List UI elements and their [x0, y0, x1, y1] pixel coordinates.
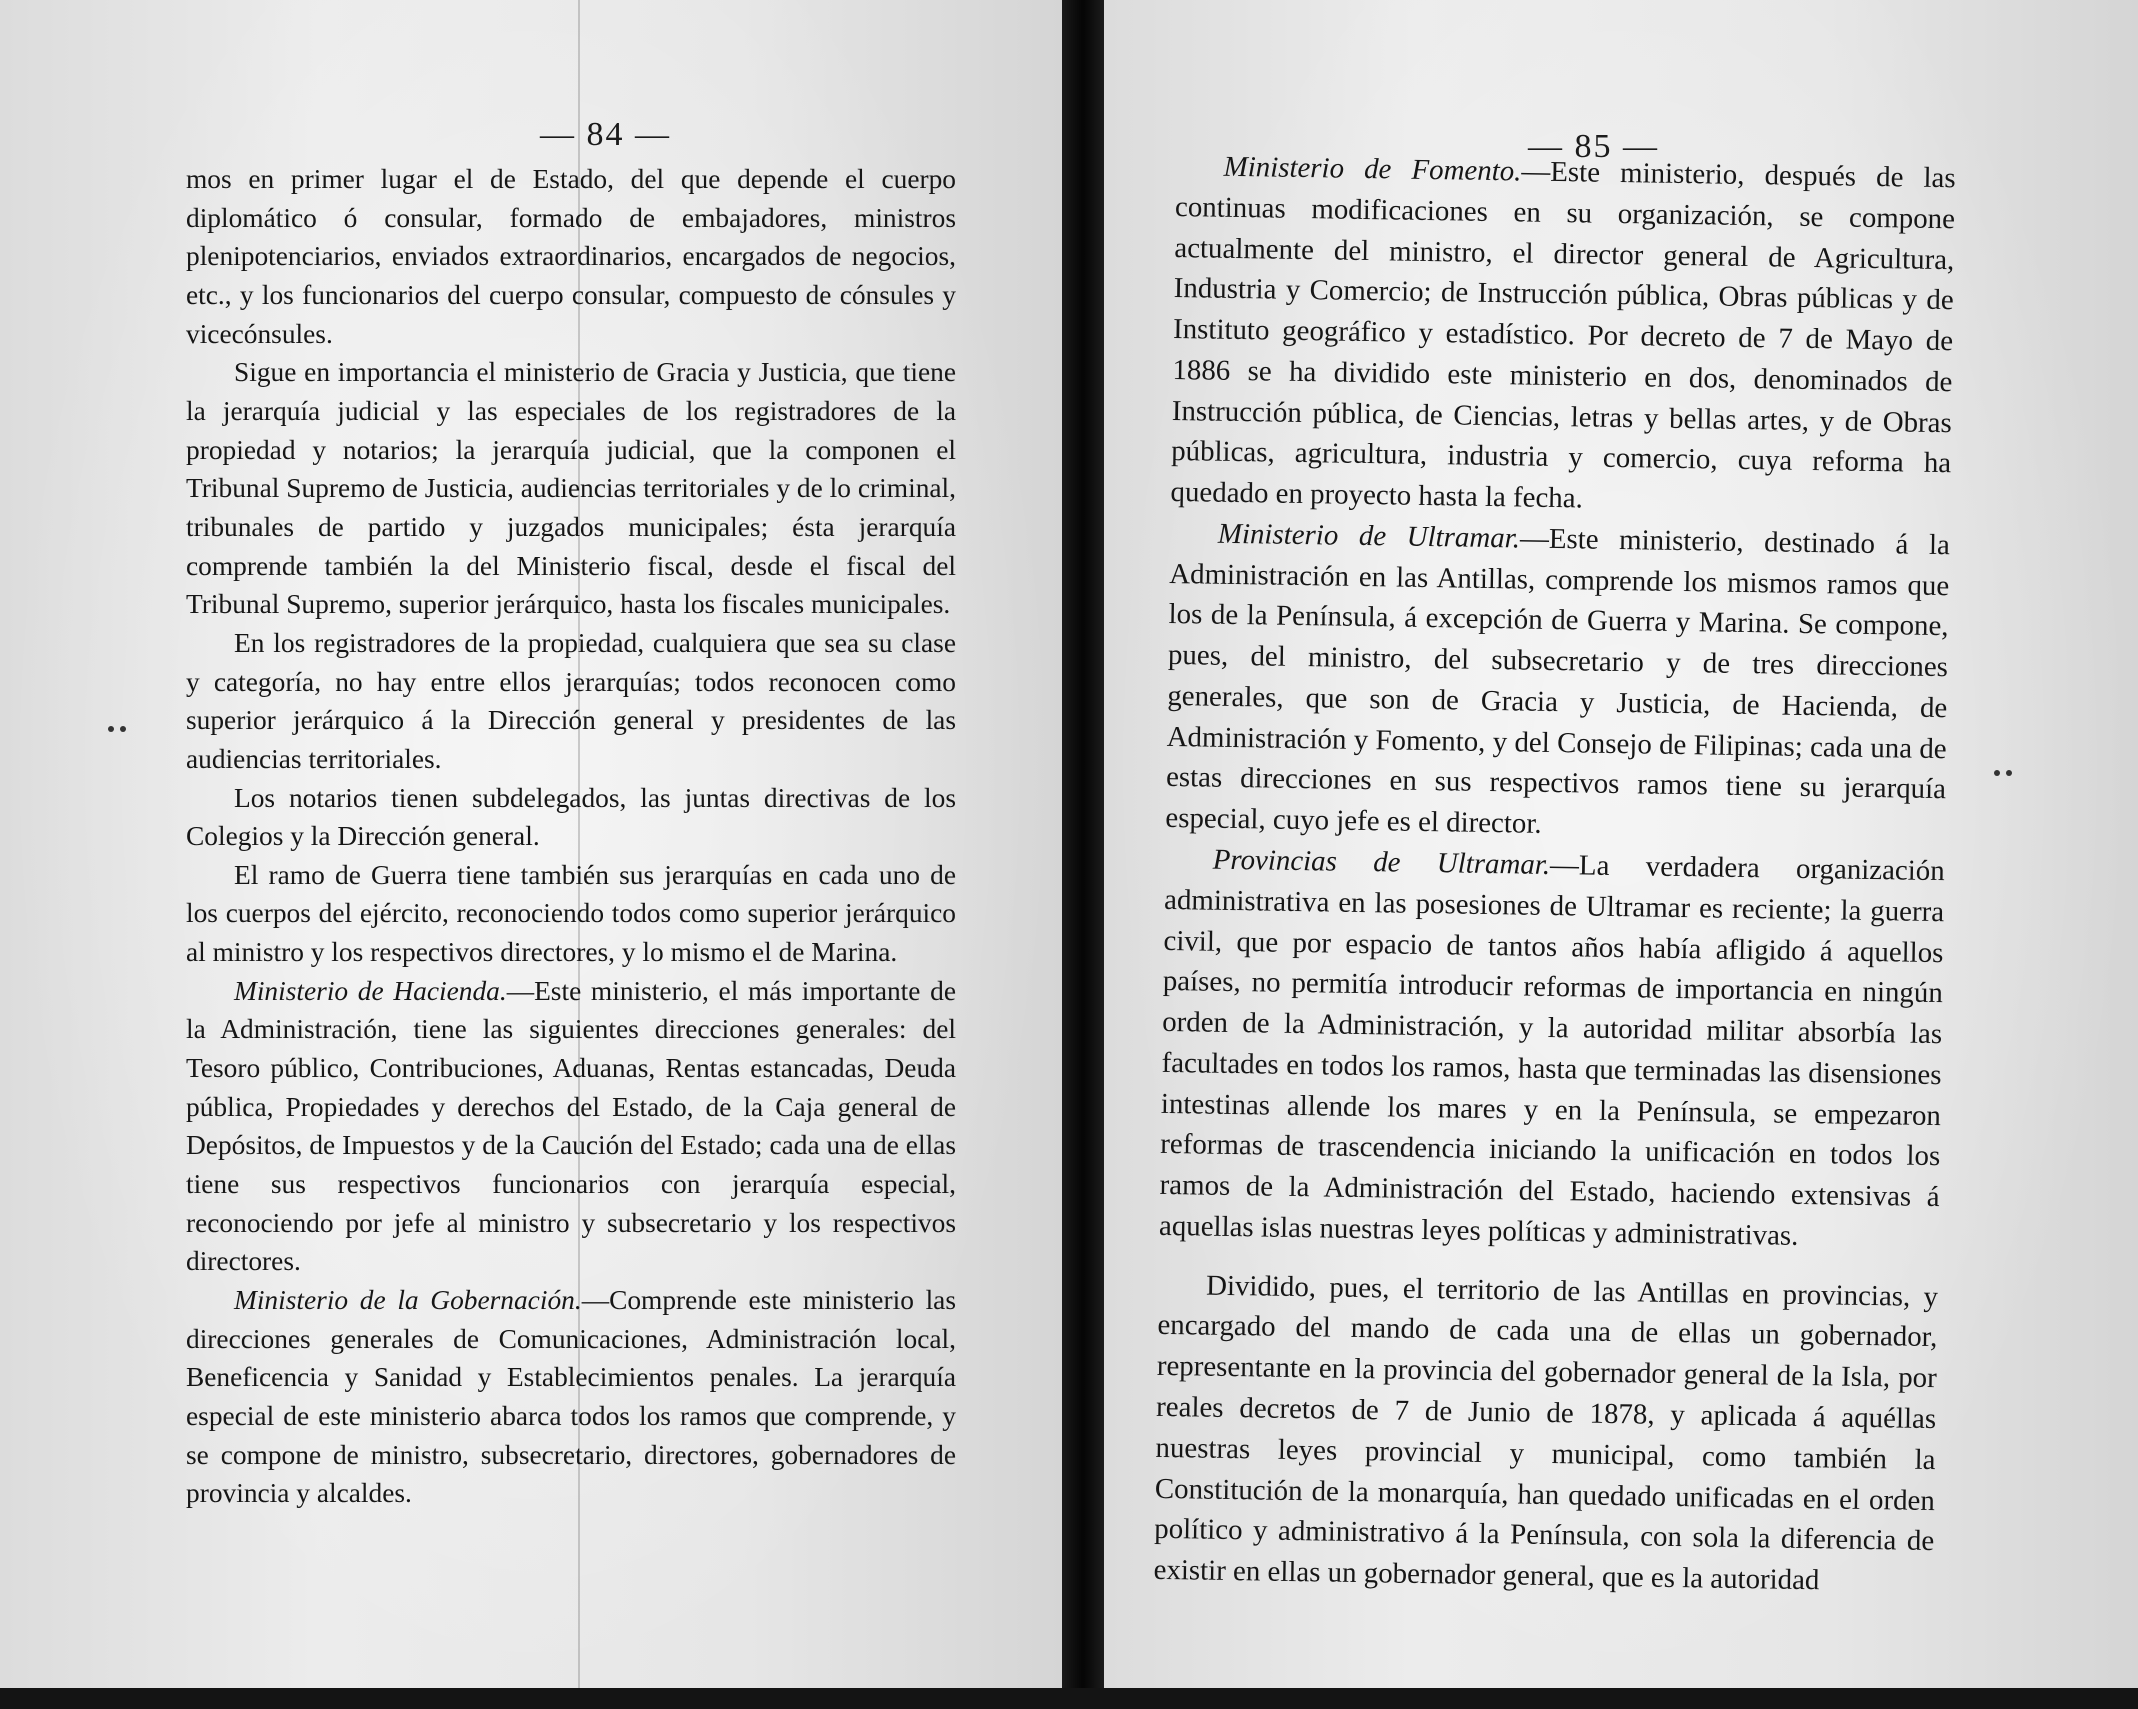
- paragraph: Ministerio de Fomento.—Este ministerio, después de las continuas modificaciones en su organización, se compone actualmente del ministro, el director general de Agricultura, Industria y Comercio; de Instrucción pública, Obras públicas y de Instituto geográfico y estadístico. Por decreto de 7 de Mayo de 1886 se ha dividido este ministerio en dos, denominados de Instrucción pública, de Ciencias, letras y bellas artes, y de Obras públicas, agricultura, industria y comercio, cuya reforma ha quedado en proyecto hasta la fecha.: [1170, 150, 1956, 515]
- paragraph: En los registradores de la propiedad, cualquiera que sea su clase y categoría, no hay entre ellos jerarquías; todos reconocen como superior jerárquico á la Dirección general y presidentes de las audiencias territoriales.: [186, 627, 956, 774]
- section-heading: Provincias de Ultramar.: [1212, 843, 1551, 881]
- section-heading: Ministerio de Ultramar.: [1217, 517, 1521, 555]
- ink-speck: [120, 726, 126, 732]
- page-number: — 84 —: [540, 116, 671, 153]
- paragraph: Provincias de Ultramar.—La verdadera organización administrativa en las posesiones de Ultramar es reciente; la guerra civil, que por espacio de tantos años había afligido á aquellos países, no permitía introducir reformas de importancia en ningún orden de la Administración, y la autoridad militar absorbía las facultades en todos los ramos, hasta que terminadas las disensiones intestinas allende los mares y en la Península, se empezaron reformas de trascendencia iniciando la unificación en todos los ramos de la Administración del Estado, haciendo extensivas á aquellas islas nuestras leyes políticas y administrativas.: [1158, 843, 1945, 1252]
- ink-speck: [108, 726, 114, 732]
- scan-bottom-edge: [0, 1688, 2138, 1709]
- paragraph: Los notarios tienen subdelegados, las juntas directivas de los Colegios y la Dirección general.: [186, 782, 956, 852]
- right-page: [1104, 0, 2138, 1700]
- paragraph: Sigue en importancia el ministerio de Gracia y Justicia, que tiene la jerarquía judicial y las especiales de los registradores de la propiedad y notarios; la jerarquía judicial, que la componen el Tribunal Supremo de Justicia, audiencias territoriales y de lo criminal, tribunales de partido y juzgados municipales; ésta jerarquía comprende también la del Ministerio fiscal, desde el fiscal del Tribunal Supremo, superior jerárquico, hasta los fiscales municipales.: [186, 357, 956, 620]
- ink-speck: [2006, 770, 2012, 776]
- paragraph: El ramo de Guerra tiene también sus jerarquías en cada uno de los cuerpos del ejército, reconociendo todos como superior jerárquico al ministro y los respectivos directores, y lo mismo el de Marina.: [186, 859, 956, 968]
- right-page-body: [1153, 146, 1956, 1603]
- left-page-body: [186, 160, 956, 1513]
- paragraph: mos en primer lugar el de Estado, del que depende el cuerpo diplomático ó consular, formado de embajadores, ministros plenipotenciarios, enviados extraordinarios, encargados de negocios, etc., y los funcionarios del cuerpo consular, compuesto de cónsules y vicecónsules.: [186, 164, 956, 349]
- section-heading: Ministerio de la Gobernación.: [234, 1285, 582, 1316]
- left-page: [0, 0, 1062, 1700]
- paragraph: Dividido, pues, el territorio de las Antillas en provincias, y encargado del mando de cada una de ellas un gobernador, representante en la provincia del gobernador general de la Isla, por reales decretos de 7 de Junio de 1878, y aplicada á aquéllas nuestras leyes provincial y municipal, como también la Constitución de la monarquía, han quedado unificadas en el orden político y administrativo á la Península, con sola la diferencia de existir en ellas un gobernador general, que es la autoridad: [1153, 1269, 1939, 1597]
- section-heading: Ministerio de Fomento.: [1223, 150, 1522, 188]
- paragraph: Ministerio de Hacienda.—Este ministerio, el más importante de la Administración, tiene las siguientes direcciones generales: del Tesoro público, Contribuciones, Aduanas, Rentas estancadas, Deuda pública, Propiedades y derechos del Estado, de la Caja general de Depósitos, de Impuestos y de la Caución del Estado; cada una de ellas tiene sus respectivos funcionarios con jerarquía especial, reconociendo por jefe al ministro y subsecretario y los respectivos directores.: [186, 975, 956, 1277]
- paragraph: Ministerio de la Gobernación.—Comprende este ministerio las direcciones generales de Comunicaciones, Administración local, Beneficencia y Sanidad y Establecimientos penales. La jerarquía especial de este ministerio abarca todos los ramos que comprende, y se compone de ministro, subsecretario, directores, gobernadores de provincia y alcaldes.: [186, 1285, 956, 1509]
- ink-speck: [1994, 770, 2000, 776]
- paragraph: Ministerio de Ultramar.—Este ministerio, destinado á la Administración en las Antillas, comprende los mismos ramos que los de la Península, á excepción de Guerra y Marina. Se compone, pues, del ministro, del subsecretario y de tres direcciones generales, que son de Gracia y Justicia, de Hacienda, de Administración y Fomento, y del Consejo de Filipinas; cada una de estas direcciones en sus respectivos ramos tiene su jerarquía especial, cuyo jefe es el director.: [1165, 517, 1951, 841]
- book-gutter: [1062, 0, 1104, 1709]
- section-heading: Ministerio de Hacienda.: [234, 975, 507, 1006]
- page-number: — 85 —: [1528, 128, 1659, 165]
